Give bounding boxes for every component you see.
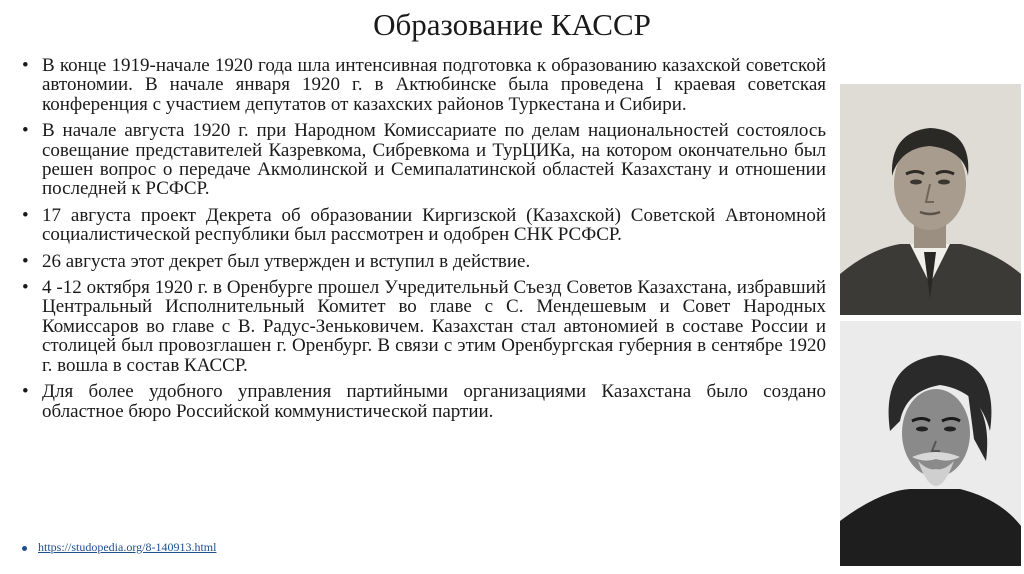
bullet-dot-icon: • — [22, 120, 29, 142]
bullet-item — [14, 56, 826, 114]
source-line — [22, 540, 216, 555]
bullet-item — [14, 121, 826, 199]
bullet-list — [14, 56, 826, 421]
portrait-image — [840, 84, 1021, 315]
bullet-item — [14, 252, 826, 271]
portrait-photo-bottom — [840, 321, 1021, 566]
bullet-dot-icon: • — [22, 381, 29, 403]
bullet-text: Для более удобного управления партийными организациями Казахстана было создано областное бюро Российской коммунистической партии. — [42, 381, 826, 422]
bullet-text: 26 августа этот декрет был утвержден и вступил в действие. — [42, 250, 531, 272]
bullet-dot-icon: • — [22, 204, 29, 226]
source-link[interactable]: https://studopedia.org/8-140913.html — [38, 540, 217, 554]
bullet-item — [14, 278, 826, 375]
bullet-text: В конце 1919-начале 1920 года шла интенсивная подготовка к образованию казахской советской автономии. В начале января 1920 г. в Актюбинске была проведена I краевая советская конференция с участием депутатов от казахских районов Туркестана и Сибири. — [42, 55, 826, 115]
bullet-item — [14, 206, 826, 245]
bullet-item — [14, 382, 826, 421]
portrait-image — [840, 321, 1021, 566]
bullet-text: 17 августа проект Декрета об образовании Киргизской (Казахской) Советской Автономной социалистической республики был рассмотрен и одобрен СНК РСФСР. — [42, 204, 826, 246]
portrait-photo-top — [840, 84, 1021, 315]
slide-content — [14, 56, 826, 428]
slide-title: Образование КАССР — [373, 7, 651, 42]
bullet-dot-icon: • — [22, 277, 29, 299]
bullet-dot-icon: • — [22, 250, 29, 272]
bullet-text: 4 -12 октября 1920 г. в Оренбурге прошел Учредительньй Съезд Советов Казахстана, избравший Центральный Исполнительный Комитет во главе с С. Мендешевым и Совет Народных Комиссаров во главе с В. Радус-Зеньковичем. Казахстан стал автономией в составе России и столицей был провозглашен г. Оренбург. В связи с этим Оренбургская губерния в сентябре 1920 г. вошла в состав КАССР. — [42, 277, 826, 376]
link-bullet-icon — [22, 546, 27, 551]
bullet-dot-icon: • — [22, 55, 29, 76]
bullet-text: В начале августа 1920 г. при Народном Комиссариате по делам национальностей состоялось совещание представителей Казревкома, Сибревкома и ТурЦИКа, на котором окончательно был решен вопрос о передаче Акмолинской и Семипалатинской областей Казахстану и отношении последней к РСФСР. — [42, 120, 826, 200]
